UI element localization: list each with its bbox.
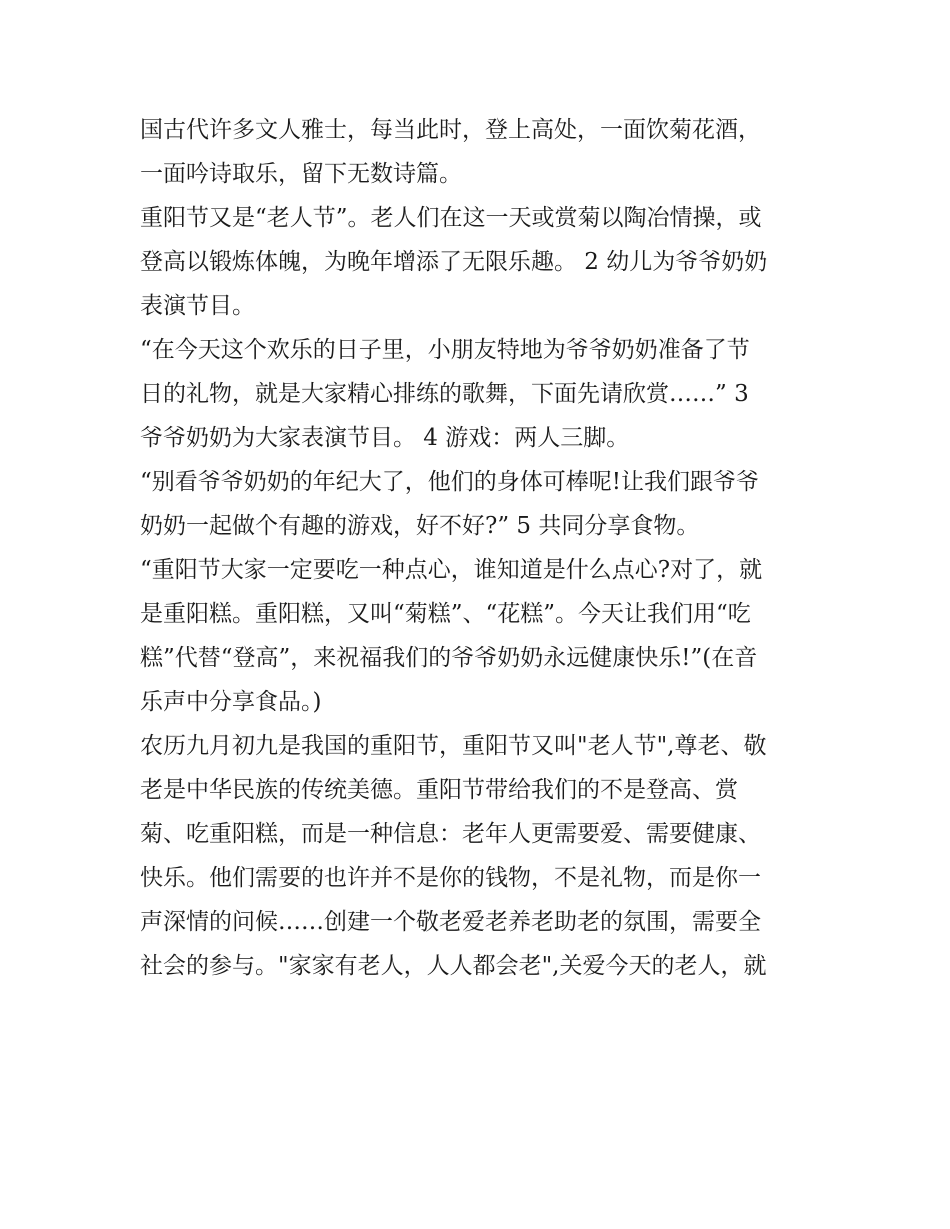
text-line: 老是中华民族的传统美德。重阳节带给我们的不是登高、赏 xyxy=(140,777,738,803)
text-line: “在今天这个欢乐的日子里，小朋友特地为爷爷奶奶准备了节 xyxy=(140,337,750,363)
text-line: 乐声中分享食品。) xyxy=(140,689,322,715)
text-line: 国古代许多文人雅士，每当此时，登上高处，一面饮菊花酒， xyxy=(140,117,761,143)
text-line: “别看爷爷奶奶的年纪大了，他们的身体可棒呢!让我们跟爷爷 xyxy=(140,469,760,495)
text-line: 日的礼物，就是大家精心排练的歌舞，下面先请欣赏……” 3 xyxy=(140,381,749,407)
text-line: 登高以锻炼体魄，为晚年增添了无限乐趣。 2 幼儿为爷爷奶奶 xyxy=(140,249,768,275)
text-line: 菊、吃重阳糕，而是一种信息：老年人更需要爱、需要健康、 xyxy=(140,821,761,847)
body-text xyxy=(140,108,820,988)
text-line: 声深情的问候……创建一个敬老爱老养老助老的氛围，需要全 xyxy=(140,909,761,935)
text-line: 农历九月初九是我国的重阳节，重阳节又叫"老人节",尊老、敬 xyxy=(140,733,767,759)
text-line: 重阳节又是“老人节”。老人们在这一天或赏菊以陶冶情操，或 xyxy=(140,205,762,231)
text-line: 快乐。他们需要的也许并不是你的钱物，不是礼物，而是你一 xyxy=(140,865,761,891)
text-line: 爷爷奶奶为大家表演节目。 4 游戏：两人三脚。 xyxy=(140,425,630,451)
text-line: 奶奶一起做个有趣的游戏，好不好?” 5 共同分享食物。 xyxy=(140,513,700,539)
text-line: 一面吟诗取乐，留下无数诗篇。 xyxy=(140,161,462,187)
text-line: 是重阳糕。重阳糕，又叫“菊糕”、“花糕”。今天让我们用“吃 xyxy=(140,601,751,627)
text-line: “重阳节大家一定要吃一种点心，谁知道是什么点心?对了，就 xyxy=(140,557,763,583)
text-line: 糕”代替“登高”，来祝福我们的爷爷奶奶永远健康快乐!”(在音 xyxy=(140,645,758,671)
text-line: 社会的参与。"家家有老人，人人都会老",关爱今天的老人，就 xyxy=(140,953,767,979)
text-line: 表演节目。 xyxy=(140,293,255,319)
